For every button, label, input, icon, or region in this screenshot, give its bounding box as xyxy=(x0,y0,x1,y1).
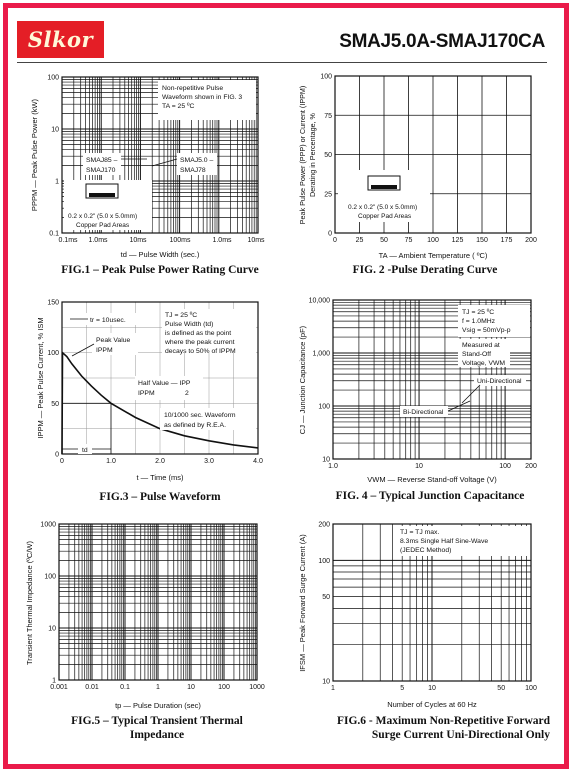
fig4-xtick-label: 200 xyxy=(525,463,537,470)
fig1-xtick-label: 10ms xyxy=(129,237,147,244)
fig6-ytick-label: 100 xyxy=(318,557,330,565)
fig3-tr-label: tr = 10usec. xyxy=(90,317,126,324)
fig6-xtick-label: 5 xyxy=(400,685,405,692)
fig2-pad-label: Copper Pad Areas xyxy=(358,213,412,220)
fig3-td-label: td xyxy=(82,447,88,454)
fig2-ylabel: Derating in Percentage, % xyxy=(308,113,317,197)
fig3-wave-label: 10/1000 sec. Waveform xyxy=(164,412,236,419)
fig6-ylabel: IFSM — Peak Forward Surge Current (A) xyxy=(298,534,307,672)
fig4-measure-line: Stand-Off xyxy=(462,351,491,358)
fig5-ytick-label: 1 xyxy=(52,677,56,685)
fig4-bi-label: Bi-Directional xyxy=(403,409,444,416)
fig3-xlabel: t — Time (ms) xyxy=(136,473,184,482)
fig3-ytick-label: 50 xyxy=(51,400,59,408)
fig4-note-line: TJ = 25 ºC xyxy=(462,309,495,316)
fig1-ytick-label: 0.1 xyxy=(49,230,59,238)
fig5-xtick-label: 100 xyxy=(218,684,230,691)
fig5-xtick-label: 0.01 xyxy=(85,684,99,691)
fig5-xtick-label: 1000 xyxy=(249,684,265,691)
fig1-series-label: SMAJ5.0 – xyxy=(180,157,214,164)
fig2-ytick-label: 100 xyxy=(320,73,332,81)
fig1-xtick-label: 1.0ms xyxy=(212,237,232,244)
fig1-series-label: SMAJ170 xyxy=(86,167,116,174)
fig1-note-line: Non-repetitive Pulse xyxy=(162,85,224,92)
fig1-ytick-label: 10 xyxy=(51,126,59,134)
fig5-caption: FIG.5 – Typical Transient Thermal Impedance xyxy=(71,715,243,741)
fig3-xtick-label: 0 xyxy=(60,458,64,465)
fig5-xtick-label: 0.1 xyxy=(120,684,130,691)
fig4-xlabel: VWM — Reverse Stand-off Voltage (V) xyxy=(367,475,497,484)
fig1-pad-label: 0.2 x 0.2" (5.0 x 5.0mm) xyxy=(68,213,138,220)
fig6-ytick-label: 10 xyxy=(322,678,330,686)
fig3-xtick-label: 2.0 xyxy=(155,458,165,465)
fig3-note-line: decays to 50% of IPPM xyxy=(165,348,236,355)
fig1-pad-label: Copper Pad Areas xyxy=(76,222,130,229)
fig1-ytick-label: 1 xyxy=(55,178,59,186)
fig4-xtick-label: 10 xyxy=(415,463,423,470)
fig6-note-line: TJ = TJ max. xyxy=(400,529,440,536)
fig3-caption: FIG.3 – Pulse Waveform xyxy=(99,491,221,503)
fig4-xtick-label: 100 xyxy=(499,463,511,470)
fig5-xtick-label: 1 xyxy=(156,684,160,691)
fig3-xtick-label: 3.0 xyxy=(204,458,214,465)
fig2-pad-icon-base xyxy=(371,185,397,189)
fig1-series-label: SMAJ78 xyxy=(180,167,206,174)
fig3-ylabel: IPPM — Peak Pulse Current, % ISM xyxy=(36,317,45,439)
fig3-note-line: is defined as the point xyxy=(165,330,232,337)
fig5-ytick-label: 100 xyxy=(44,573,56,581)
fig3-xtick-label: 1.0 xyxy=(106,458,116,465)
fig4-measure-line: Voltage, VWM xyxy=(462,360,506,367)
fig5-xtick-label: 0.001 xyxy=(50,684,68,691)
fig1-note-line: TA = 25 ºC xyxy=(162,103,195,110)
fig6-xtick-label: 50 xyxy=(497,685,506,692)
fig1-ylabel: PPPM — Peak Pulse Power (kW) xyxy=(30,98,39,212)
fig1-xtick-label: 100ms xyxy=(169,237,191,244)
fig2-xtick-label: 0 xyxy=(333,237,337,244)
fig6-note-line: 8.3ms Single Half Sine-Wave xyxy=(400,538,489,545)
fig5-ytick-label: 10 xyxy=(48,625,56,633)
fig2-ytick-label: 0 xyxy=(328,230,332,238)
fig1-ytick-label: 100 xyxy=(47,74,59,82)
fig6-xtick-label: 1 xyxy=(331,685,335,692)
fig3-note-line: TJ = 25 ºC xyxy=(165,312,198,319)
fig4-ytick-label: 1,000 xyxy=(312,350,330,358)
fig4-ytick-label: 10,000 xyxy=(308,297,330,305)
fig2-ytick-label: 25 xyxy=(324,191,332,199)
fig5-ytick-label: 1000 xyxy=(40,521,56,529)
fig2-xtick-label: 100 xyxy=(427,237,439,244)
fig2-xtick-label: 125 xyxy=(451,237,464,244)
fig3-ytick-label: 150 xyxy=(47,299,59,307)
fig3-ytick-label: 0 xyxy=(55,451,59,459)
fig6-xtick-label: 100 xyxy=(525,685,537,692)
part-number-title: SMAJ5.0A-SMAJ170CA xyxy=(339,31,545,52)
fig3-wave-label: as defined by R.E.A. xyxy=(164,422,226,429)
fig3-peak-arrow xyxy=(72,344,94,356)
fig6-ytick-label: 50 xyxy=(322,594,330,602)
fig6-xtick-label: 10 xyxy=(428,685,436,692)
fig6-xlabel: Number of Cycles at 60 Hz xyxy=(387,700,477,709)
logo-text: Slkor xyxy=(27,27,94,52)
fig3-half-label: 2 xyxy=(185,390,189,397)
fig1-xlabel: td — Pulse Width (sec.) xyxy=(120,250,200,259)
fig6-caption: FIG.6 - Maximum Non-Repetitive Forward Surge Current Uni-Directional Only xyxy=(336,715,550,741)
fig1-xtick-label: 10ms xyxy=(247,237,265,244)
fig4-caption: FIG. 4 – Typical Junction Capacitance xyxy=(335,490,525,502)
fig3-note-line: where the peak current xyxy=(165,339,235,346)
fig2-xtick-label: 50 xyxy=(380,237,388,244)
fig4-note-line: Vsig = 50mVp-p xyxy=(462,327,511,334)
fig2-xtick-label: 75 xyxy=(404,237,413,244)
fig2-caption: FIG. 2 -Pulse Derating Curve xyxy=(352,264,498,276)
fig3-ytick-label: 100 xyxy=(47,350,59,358)
fig5-xlabel: tp — Pulse Duration (sec) xyxy=(115,701,201,710)
fig2-xtick-label: 200 xyxy=(525,237,537,244)
fig1-series-label: SMAJ85 – xyxy=(86,157,118,164)
fig2-xtick-label: 150 xyxy=(476,237,488,244)
fig3-peak-label: IPPM xyxy=(96,347,113,354)
fig3-note-line: Pulse Width (td) xyxy=(165,321,214,328)
fig2-xlabel: TA — Ambient Temperature ( ºC) xyxy=(378,251,488,260)
fig1-xtick-label: 0.1ms xyxy=(58,237,78,244)
fig4-note-line: f = 1.0MHz xyxy=(462,318,496,325)
fig5-xtick-label: 10 xyxy=(187,684,195,691)
fig1-xtick-label: 1.0ms xyxy=(88,237,108,244)
fig4-ytick-label: 10 xyxy=(322,456,330,464)
fig1-note-line: Waveform shown in FIG. 3 xyxy=(162,94,243,101)
fig5-ylabel: Transient Thermal Impedance (ºC/W) xyxy=(25,540,34,666)
fig6-ytick-label: 200 xyxy=(318,521,330,529)
fig2-xtick-label: 25 xyxy=(355,237,364,244)
fig4-measure-line: Measured at xyxy=(462,342,500,349)
fig3-xtick-label: 4.0 xyxy=(253,458,263,465)
fig4-uni-label: Uni-Directional xyxy=(477,378,522,385)
fig2-pad-label: 0.2 x 0.2" (5.0 x 5.0mm) xyxy=(348,204,418,211)
fig4-ylabel: CJ — Junction Capacitance (pF) xyxy=(298,325,307,435)
fig2-xtick-label: 175 xyxy=(500,237,513,244)
fig4-ytick-label: 100 xyxy=(318,403,330,411)
fig3-peak-label: Peak Value xyxy=(96,337,131,344)
fig4-xtick-label: 1.0 xyxy=(328,463,338,470)
fig3-half-label: IPPM xyxy=(138,390,155,397)
fig2-ylabel: Peak Pulse Power (PPP) or Current (IPPM) xyxy=(298,85,307,225)
fig2-ytick-label: 75 xyxy=(324,112,332,120)
fig6-note-line: (JEDEC Method) xyxy=(400,547,452,554)
fig1-pad-icon-base xyxy=(89,193,115,197)
fig1-caption: FIG.1 – Peak Pulse Power Rating Curve xyxy=(61,264,259,276)
fig2-ytick-label: 50 xyxy=(324,152,332,159)
fig3-half-label: Half Value — IPP xyxy=(138,380,191,387)
